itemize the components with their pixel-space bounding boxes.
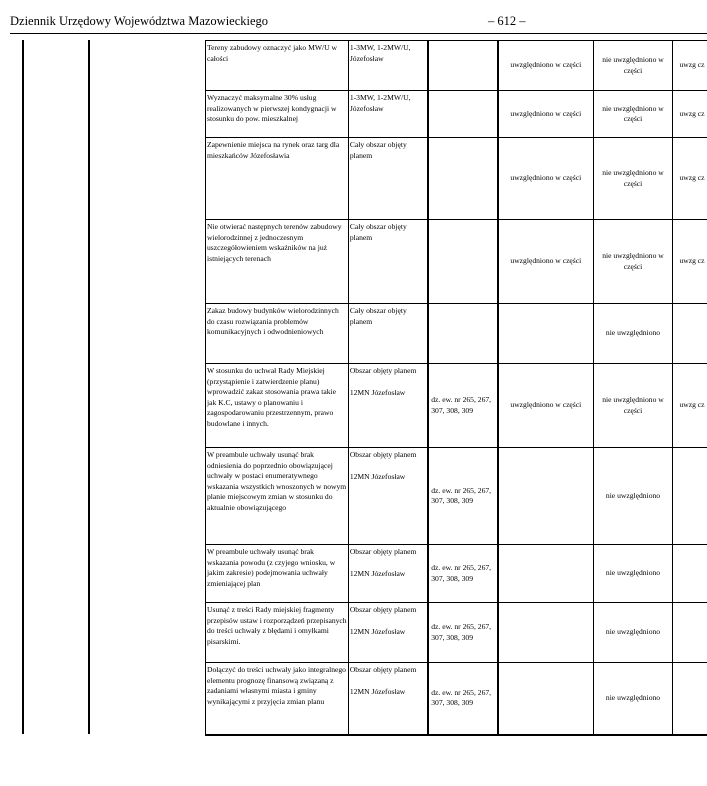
parcels-cell xyxy=(428,41,498,91)
council-resolution-status: nie uwzględniono xyxy=(593,545,673,603)
resolution-status: uwzględniono w części xyxy=(498,220,593,304)
truncated-status: uwzg cz xyxy=(673,41,707,91)
remark-text: Tereny zabudowy oznaczyć jako MW/U w całości xyxy=(206,41,349,91)
truncated-status xyxy=(673,545,707,603)
truncated-status: uwzg cz xyxy=(673,220,707,304)
table-row xyxy=(206,364,707,448)
parcels-cell: dz. ew. nr 265, 267, 307, 308, 309 xyxy=(428,364,498,448)
parcels-cell xyxy=(428,138,498,220)
remark-text: Nie otwierać następnych terenów zabudowy wielorodzinnej z jednoczesnym uszczegółowieniem wskaźników na już istniejących terenach xyxy=(206,220,349,304)
page-number: – 612 – xyxy=(488,14,526,28)
table-row xyxy=(206,545,707,603)
area-cell xyxy=(348,91,428,138)
remark-text: Usunąć z treści Rady miejskiej fragmenty przepisów ustaw i rozporządzeń przepisanych do treści uchwały z błędami i omyłkami pisarskimi. xyxy=(206,603,349,663)
table-row xyxy=(206,220,707,304)
area-designation: Obszar objęty planem xyxy=(349,605,417,614)
area-designation: Obszar objęty planem xyxy=(349,450,417,459)
table-row xyxy=(206,91,707,138)
parcels-cell xyxy=(428,91,498,138)
truncated-status: uwzg cz xyxy=(673,364,707,448)
remark-text: Wyznaczyć maksymalne 30% usług realizowanych w pierwszej kondygnacji w stosunku do pow. mieszkalnej xyxy=(206,91,349,138)
truncated-status xyxy=(673,603,707,663)
area-cell xyxy=(348,138,428,220)
council-resolution-status: nie uwzględniono w części xyxy=(593,91,673,138)
council-resolution-status: nie uwzględniono xyxy=(593,603,673,663)
parcels-cell: dz. ew. nr 265, 267, 307, 308, 309 xyxy=(428,545,498,603)
resolution-status xyxy=(498,448,593,545)
area-cell xyxy=(348,663,428,735)
resolution-status xyxy=(498,545,593,603)
council-resolution-status: nie uwzględniono xyxy=(593,448,673,545)
remark-text: Dołączyć do treści uchwały jako integralnego elementu prognozę finansową związaną z zadaniami własnymi miasta i gminy wynikającymi z przyjęcia zmian planu xyxy=(206,663,349,735)
area-cell xyxy=(348,448,428,545)
table-column-border xyxy=(88,40,90,734)
truncated-status xyxy=(673,304,707,364)
area-cell xyxy=(348,304,428,364)
area-designation: 1-3MW, 1-2MW/U, Józefosław xyxy=(349,43,411,63)
parcels-cell: dz. ew. nr 265, 267, 307, 308, 309 xyxy=(428,603,498,663)
table-row xyxy=(206,448,707,545)
table-row xyxy=(206,304,707,364)
truncated-status xyxy=(673,448,707,545)
header-divider xyxy=(10,33,707,34)
area-cell xyxy=(348,545,428,603)
area-cell xyxy=(348,603,428,663)
area-cell xyxy=(348,364,428,448)
table-row xyxy=(206,603,707,663)
remark-text: Zapewnienie miejsca na rynek oraz targ dla mieszkańców Józefosławia xyxy=(206,138,349,220)
table-column-border xyxy=(22,40,24,734)
resolution-status: uwzględniono w części xyxy=(498,41,593,91)
council-resolution-status: nie uwzględniono w części xyxy=(593,220,673,304)
truncated-status: uwzg cz xyxy=(673,138,707,220)
remark-text: W preambule uchwały usunąć brak wskazania powodu (z czyjego wniosku, w jakim zakresie) podejmowania uchwały zmieniającej plan xyxy=(206,545,349,603)
remark-text: Zakaz budowy budynków wielorodzinnych do czasu rozwiązania problemów komunikacyjnych i odwodnieniowych xyxy=(206,304,349,364)
truncated-status: uwzg cz xyxy=(673,91,707,138)
area-unit: 12MN Józefosław xyxy=(349,626,406,636)
area-designation: Cały obszar objęty planem xyxy=(349,306,407,326)
resolution-status: uwzględniono w części xyxy=(498,91,593,138)
table-row xyxy=(206,41,707,91)
area-cell xyxy=(348,220,428,304)
page-header xyxy=(10,14,707,32)
area-designation: 1-3MW, 1-2MW/U, Józefosław xyxy=(349,93,411,113)
resolution-status: uwzględniono w części xyxy=(498,364,593,448)
council-resolution-status: nie uwzględniono w części xyxy=(593,364,673,448)
area-designation: Obszar objęty planem xyxy=(349,665,417,674)
area-cell xyxy=(348,41,428,91)
table-row xyxy=(206,663,707,735)
resolution-status xyxy=(498,663,593,735)
area-designation: Cały obszar objęty planem xyxy=(349,140,407,160)
truncated-status xyxy=(673,663,707,735)
parcels-cell xyxy=(428,220,498,304)
remark-text: W stosunku do uchwał Rady Miejskiej (przystąpienie i zatwierdzenie planu) wprowadzić zakaz stosowania prawa takie jak K.C, ustawy o planowaniu i zagospodarowaniu przestrzennym, prawo budowlane i innych. xyxy=(206,364,349,448)
parcels-cell: dz. ew. nr 265, 267, 307, 308, 309 xyxy=(428,663,498,735)
council-resolution-status: nie uwzględniono w części xyxy=(593,41,673,91)
table-row xyxy=(206,138,707,220)
resolution-status: uwzględniono w części xyxy=(498,138,593,220)
journal-title: Dziennik Urzędowy Województwa Mazowieckiego xyxy=(10,14,269,28)
resolution-status xyxy=(498,304,593,364)
area-unit: 12MN Józefosław xyxy=(349,387,406,397)
area-unit: 12MN Józefosław xyxy=(349,471,406,481)
parcels-cell: dz. ew. nr 265, 267, 307, 308, 309 xyxy=(428,448,498,545)
area-unit: 12MN Józefosław xyxy=(349,686,406,696)
remark-text: W preambule uchwały usunąć brak odniesienia do poprzednio obowiązującej uchwały w postaci enumeratywnego wskazania wszystkich wnoszonych w nowym planie miejscowym zmian w stosunku do aktualnie obowiązującego xyxy=(206,448,349,545)
council-resolution-status: nie uwzględniono w części xyxy=(593,138,673,220)
area-designation: Obszar objęty planem xyxy=(349,366,417,375)
parcels-cell xyxy=(428,304,498,364)
council-resolution-status: nie uwzględniono xyxy=(593,663,673,735)
area-designation: Obszar objęty planem xyxy=(349,547,417,556)
remarks-table xyxy=(205,40,707,736)
area-designation: Cały obszar objęty planem xyxy=(349,222,407,242)
area-unit: 12MN Józefosław xyxy=(349,568,406,578)
resolution-status xyxy=(498,603,593,663)
council-resolution-status: nie uwzględniono xyxy=(593,304,673,364)
